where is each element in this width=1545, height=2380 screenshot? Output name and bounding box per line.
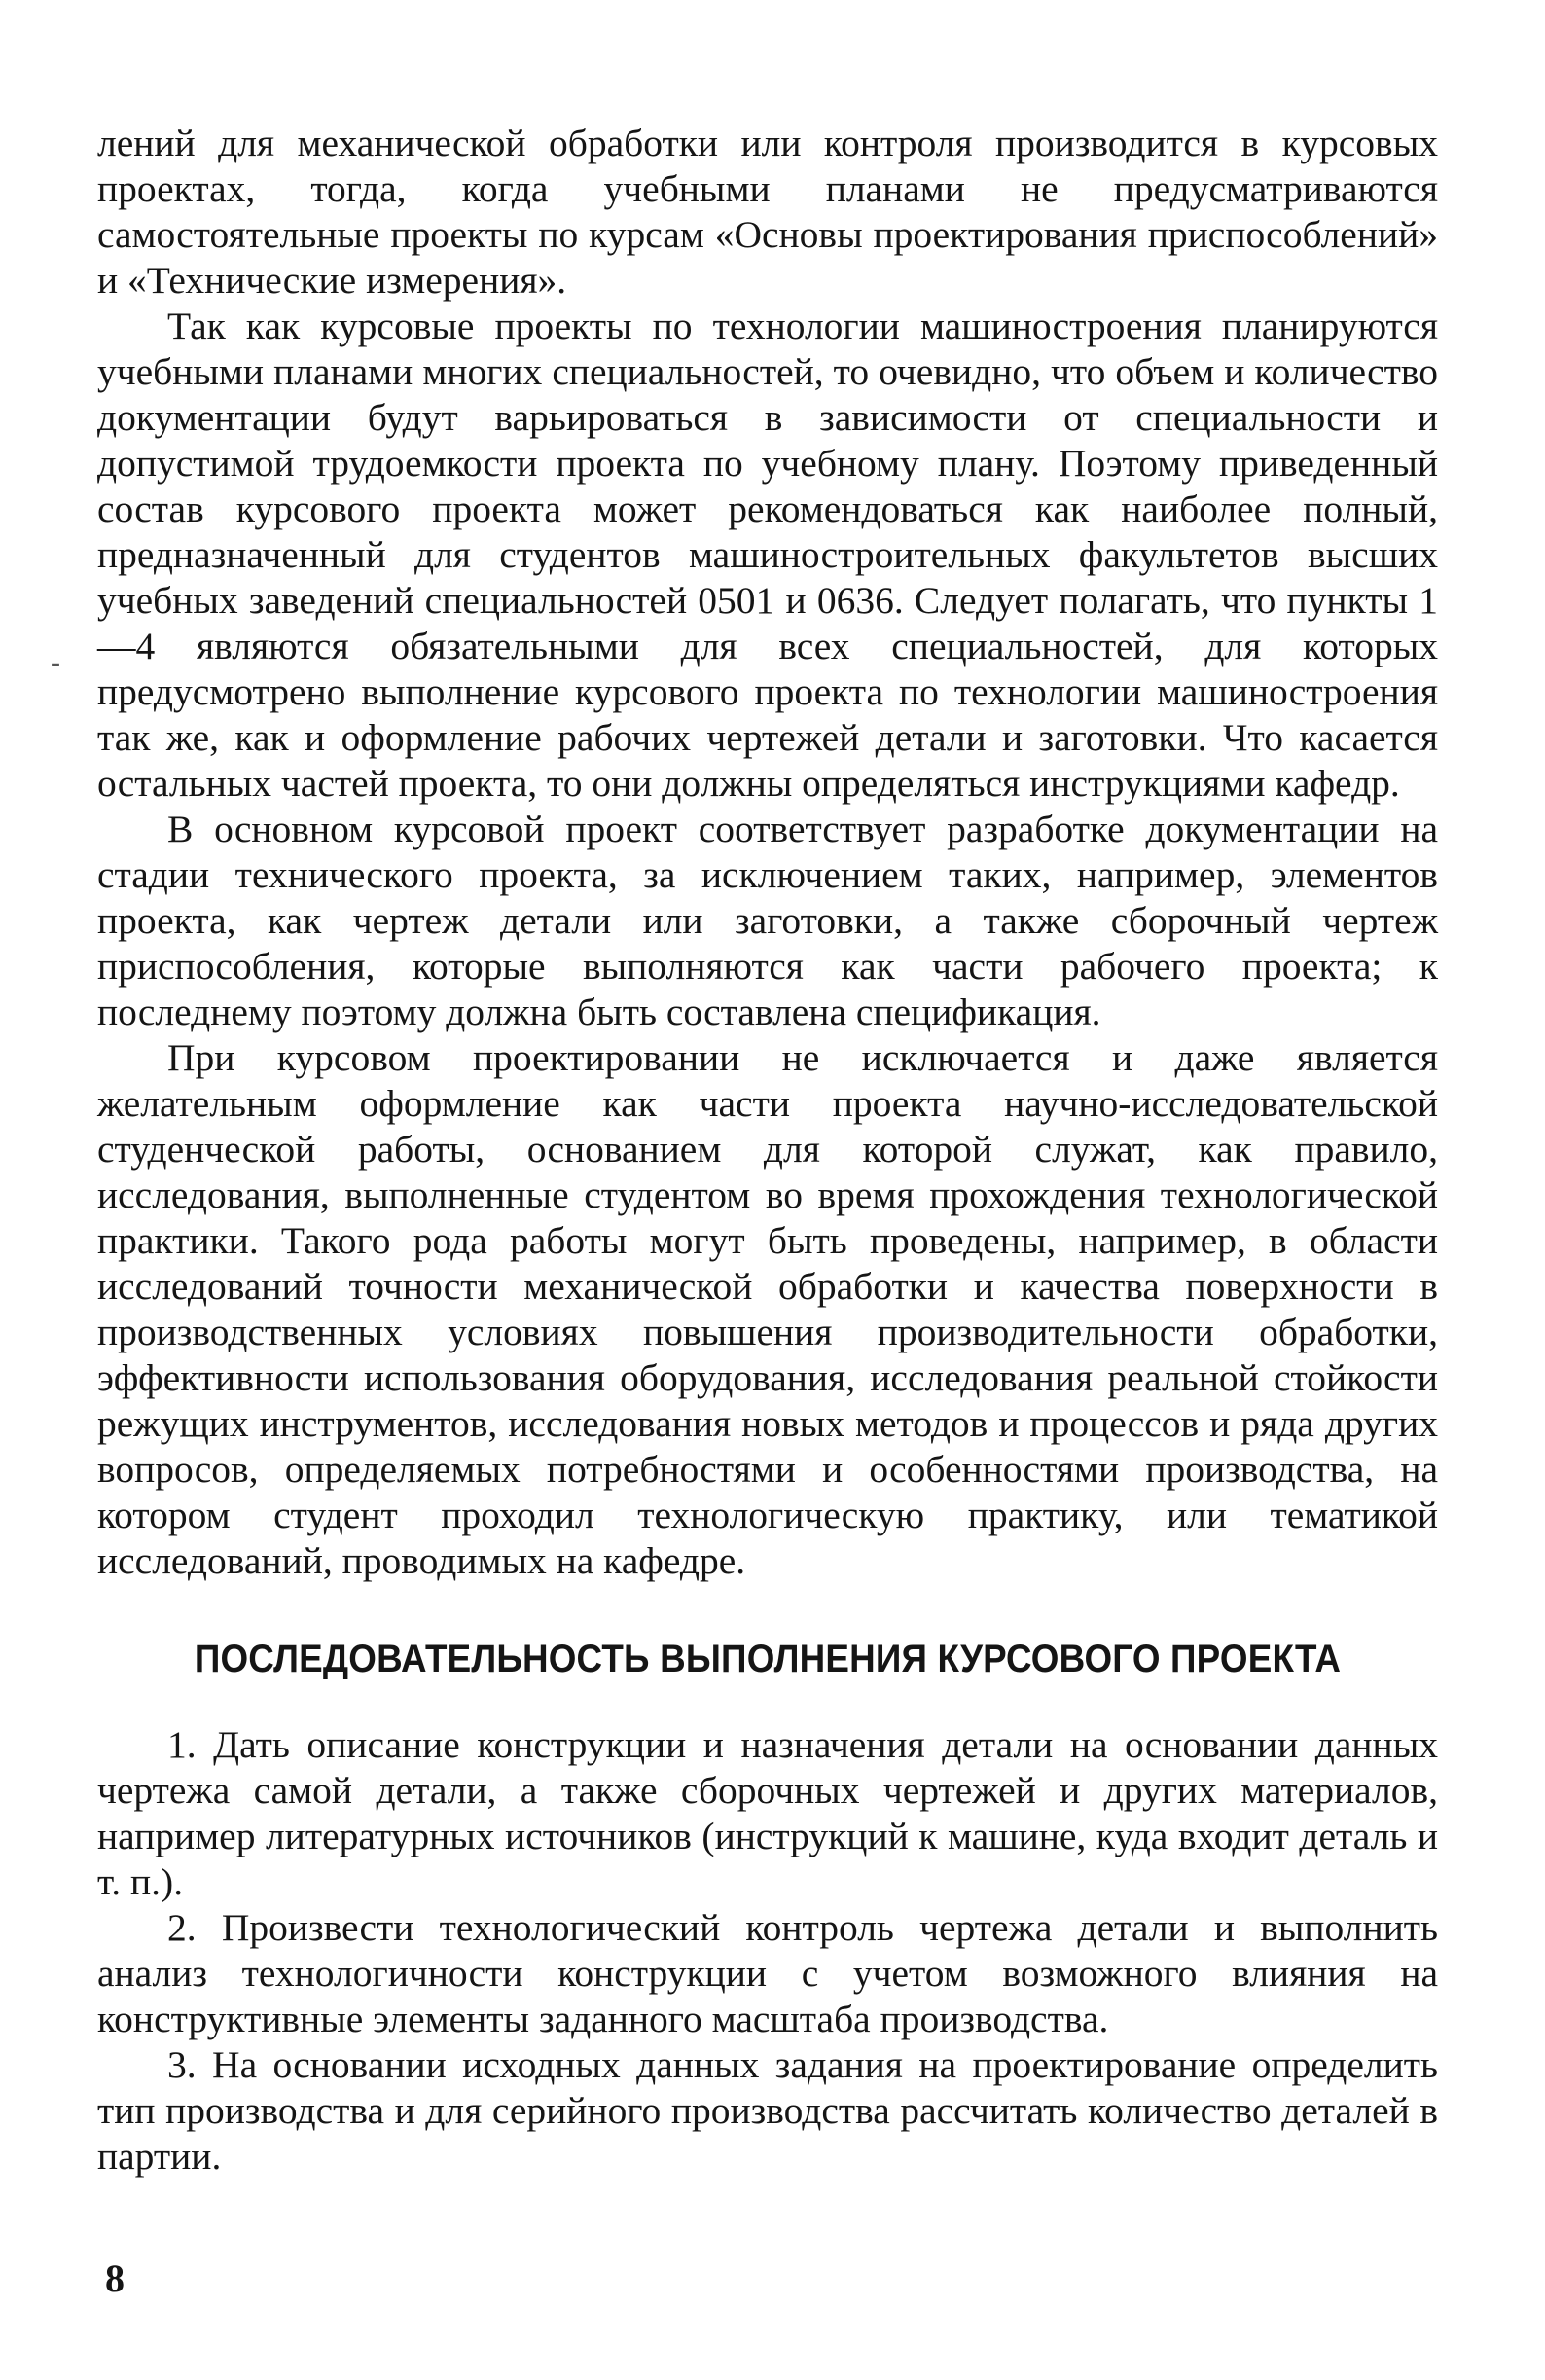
- paragraph-technical-project: В основном курсовой проект соответствует разработке документации на стадии технического проекта, за исключением таких, например, элементов проекта, как чертеж детали или заготовки, а также сборочный чертеж приспособления, которые выполняются как части рабочего проекта; к последнему поэтому должна быть составлена спецификация.: [97, 808, 1438, 1033]
- list-item-1: 1. Дать описание конструкции и назначения детали на основании данных чертежа самой детали, а также сборочных чертежей и других материалов, например литературных источников (инструкций к машине, куда входит деталь и т. п.).: [97, 1723, 1438, 1903]
- list-item-2: 2. Произвести технологический контроль чертежа детали и выполнить анализ технологичности конструкции с учетом возможного влияния на конструктивные элементы заданного масштаба производства.: [97, 1906, 1438, 2040]
- paragraph-course-projects: Так как курсовые проекты по технологии машиностроения планируются учебными планами многих специальностей, то очевидно, что объем и количество документации будут варьироваться в зависимости от специальности и допустимой трудоемкости проекта по учебному плану. Поэтому приведенный состав курсового проекта может рекомендоваться как наиболее полный, предназначенный для студентов машиностроительных факультетов высших учебных заведений специальностей 0501 и 0636. Следует полагать, что пункты 1—4 являются обязательными для всех специальностей, для которых предусмотрено выполнение курсового проекта по технологии машиностроения так же, как и оформление рабочих чертежей детали и заготовки. Что касается остальных частей проекта, то они должны определяться инструкциями кафедр.: [97, 305, 1438, 805]
- page-body: [97, 121, 1438, 2180]
- page-number: 8: [105, 2256, 125, 2300]
- paragraph-continuation: лений для механической обработки или контроля производится в курсовых проектах, тогда, когда учебными планами не предусматриваются самостоятельные проекты по курсам «Основы проектирования приспособлений» и «Технические измерения».: [97, 122, 1438, 302]
- section-heading: ПОСЛЕДОВАТЕЛЬНОСТЬ ВЫПОЛНЕНИЯ КУРСОВОГО ПРОЕКТА: [194, 1638, 1342, 1680]
- margin-mark: -: [51, 646, 60, 678]
- list-item-3: 3. На основании исходных данных задания на проектирование определить тип производства и для серийного производства рассчитать количество деталей в партии.: [97, 2043, 1438, 2178]
- paragraph-research-work: При курсовом проектировании не исключается и даже является желательным оформление как части проекта научно-исследовательской студенческой работы, основанием для которой служат, как правило, исследования, выполненные студентом во время прохождения технологической практики. Такого рода работы могут быть проведены, например, в области исследований точности механической обработки и качества поверхности в производственных условиях повышения производительности обработки, эффективности использования оборудования, исследования реальной стойкости режущих инструментов, исследования новых методов и процессов и ряда других вопросов, определяемых потребностями и особенностями производства, на котором студент проходил технологическую практику, или тематикой исследований, проводимых на кафедре.: [97, 1036, 1438, 1582]
